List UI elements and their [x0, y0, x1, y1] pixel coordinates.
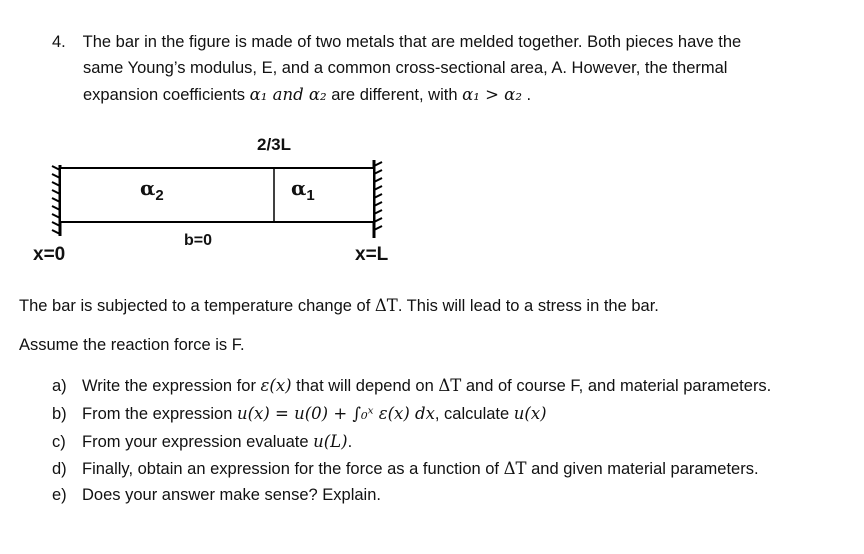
- list-marker: e): [52, 486, 67, 504]
- list-item-c: [52, 432, 352, 452]
- x0-label: x=0: [33, 244, 66, 265]
- alpha-comparison-math: α₁ and α₂: [249, 85, 327, 104]
- item-delta: ΔT: [503, 459, 527, 478]
- item-math: u(L): [313, 432, 348, 451]
- list-item-d: [52, 459, 759, 479]
- alpha-inequality-math: α₁ > α₂: [462, 85, 522, 104]
- list-marker: d): [52, 460, 67, 478]
- item-delta: ΔT: [438, 376, 462, 395]
- body-paragraph-1: [19, 296, 659, 316]
- bar-body: [60, 168, 374, 222]
- alpha2-subscript: 2: [155, 187, 164, 204]
- item-text: , calculate: [434, 405, 514, 423]
- b-label: b=0: [184, 232, 213, 249]
- list-marker: b): [52, 405, 67, 423]
- body-paragraph-2: Assume the reaction force is F.: [19, 336, 245, 354]
- xL-label: x=L: [355, 244, 389, 265]
- intro-text-3c: .: [521, 86, 532, 104]
- alpha1-subscript: 1: [306, 187, 315, 204]
- item-text: From your expression evaluate: [82, 433, 314, 451]
- item-text: Write the expression for: [82, 377, 261, 395]
- list-item-b: [52, 404, 547, 424]
- para1-text-b: . This will lead to a stress in the bar.: [397, 297, 659, 315]
- item-text: .: [347, 433, 353, 451]
- list-marker: c): [52, 433, 66, 451]
- intro-text-1: The bar in the figure is made of two metals that are melded together. Both pieces have the: [82, 33, 742, 51]
- intro-text-2: same Young’s modulus, E, and a common cross-sectional area, A. However, the thermal: [83, 59, 728, 77]
- item-text: Finally, obtain an expression for the force as a function of: [82, 460, 504, 478]
- alpha2-symbol: α: [140, 176, 156, 200]
- item-text: that will depend on: [291, 377, 439, 395]
- alpha2-label: [140, 176, 164, 204]
- alpha1-symbol: α: [291, 176, 307, 200]
- delta-t: ΔT: [374, 296, 398, 315]
- list-item-e: [52, 486, 381, 505]
- list-item-a: [52, 376, 771, 396]
- list-marker: a): [52, 377, 67, 395]
- intro-text-3a: expansion coefficients: [83, 86, 250, 104]
- item-math: u(x) = u(0) + ∫₀ˣ ε(x) dx: [236, 404, 435, 423]
- item-text: From the expression: [82, 405, 237, 423]
- question-number: 4.: [52, 33, 66, 51]
- item-math: ε(x): [260, 376, 292, 395]
- alpha1-label: [291, 176, 315, 204]
- item-text: Does your answer make sense? Explain.: [82, 486, 381, 504]
- item-text: and of course F, and material parameters.: [461, 377, 772, 395]
- item-text: and given material parameters.: [526, 460, 759, 478]
- intro-text-3b: are different, with: [326, 86, 463, 104]
- para1-text-a: The bar is subjected to a temperature change of: [19, 297, 375, 315]
- length-label: 2/3L: [257, 135, 292, 154]
- item-math: u(x): [513, 404, 547, 423]
